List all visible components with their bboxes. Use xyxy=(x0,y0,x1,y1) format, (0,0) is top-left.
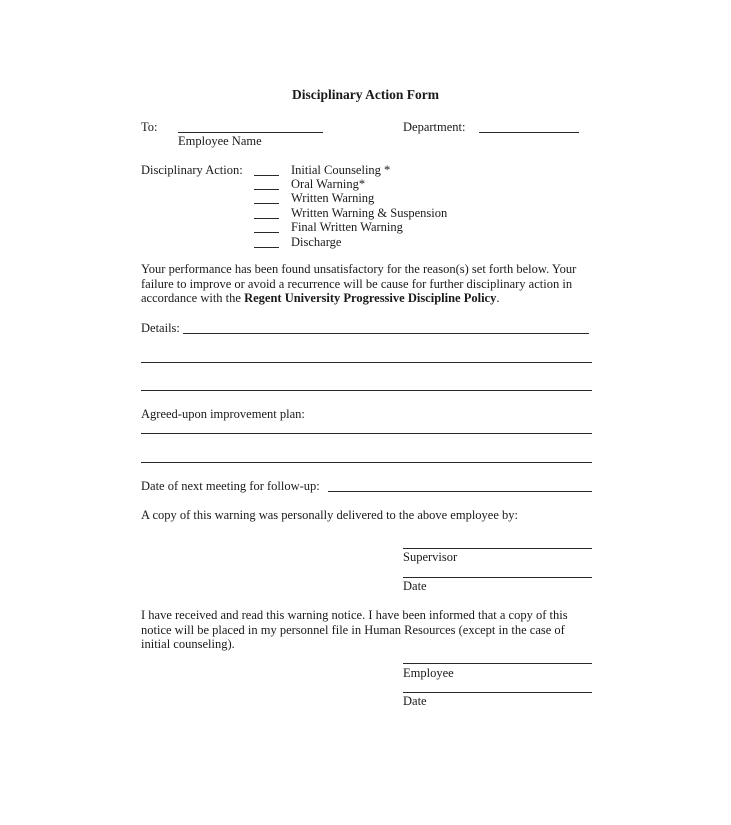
action-checkbox-final-written-warning[interactable] xyxy=(254,232,279,233)
details-line-2[interactable] xyxy=(141,362,592,363)
next-meeting-date-field[interactable] xyxy=(328,491,592,492)
performance-line-2: failure to improve or avoid a recurrence will be cause for further disciplinary action in xyxy=(141,276,573,291)
employee-date-label: Date xyxy=(403,694,427,708)
acknowledgement-paragraph xyxy=(141,608,601,652)
employee-date-field[interactable] xyxy=(403,692,592,693)
action-checkbox-initial-counseling[interactable] xyxy=(254,175,279,176)
department-field[interactable] xyxy=(479,132,579,133)
details-label: Details: xyxy=(141,321,180,335)
form-title: Disciplinary Action Form xyxy=(292,87,439,102)
action-option-label: Final Written Warning xyxy=(291,220,403,234)
action-checkbox-oral-warning[interactable] xyxy=(254,189,279,190)
action-checkbox-written-warning[interactable] xyxy=(254,203,279,204)
supervisor-date-field[interactable] xyxy=(403,577,592,578)
improvement-plan-line-2[interactable] xyxy=(141,462,592,463)
employee-label: Employee xyxy=(403,666,454,680)
department-label: Department: xyxy=(403,120,466,134)
employee-name-label: Employee Name xyxy=(178,134,262,148)
acknowledgement-line-1: I have received and read this warning notice. I have been informed that a copy of this xyxy=(141,608,568,622)
details-line-3[interactable] xyxy=(141,390,592,391)
details-line-1[interactable] xyxy=(183,333,589,334)
disciplinary-action-label: Disciplinary Action: xyxy=(141,163,243,177)
improvement-plan-label: Agreed-upon improvement plan: xyxy=(141,407,305,421)
action-option-label: Initial Counseling * xyxy=(291,163,391,177)
performance-line-1: Your performance has been found unsatisfactory for the reason(s) set forth below. Your xyxy=(141,262,577,276)
performance-line-3-prefix: accordance with the xyxy=(141,291,245,305)
delivery-statement: A copy of this warning was personally delivered to the above employee by: xyxy=(141,508,518,522)
acknowledgement-line-3: initial counseling). xyxy=(141,637,235,651)
action-checkbox-discharge[interactable] xyxy=(254,247,279,248)
action-option-label: Discharge xyxy=(291,235,342,249)
policy-name: Regent University Progressive Discipline Policy xyxy=(244,291,497,305)
supervisor-date-label: Date xyxy=(403,579,427,593)
employee-name-field[interactable] xyxy=(178,132,323,133)
employee-signature-field[interactable] xyxy=(403,663,592,664)
next-meeting-label: Date of next meeting for follow-up: xyxy=(141,479,320,493)
performance-paragraph xyxy=(141,262,601,306)
acknowledgement-line-2: notice will be placed in my personnel file in Human Resources (except in the case of xyxy=(141,622,565,637)
action-checkbox-written-warning-suspension[interactable] xyxy=(254,218,279,219)
to-label: To: xyxy=(141,120,158,134)
supervisor-label: Supervisor xyxy=(403,550,458,564)
action-option-label: Written Warning & Suspension xyxy=(291,206,448,220)
improvement-plan-line-1[interactable] xyxy=(141,433,592,434)
performance-line-3 xyxy=(141,291,601,306)
supervisor-signature-field[interactable] xyxy=(403,548,592,549)
action-option-label: Written Warning xyxy=(291,191,375,205)
action-option-label: Oral Warning* xyxy=(291,177,366,191)
performance-line-3-suffix: . xyxy=(496,291,500,305)
